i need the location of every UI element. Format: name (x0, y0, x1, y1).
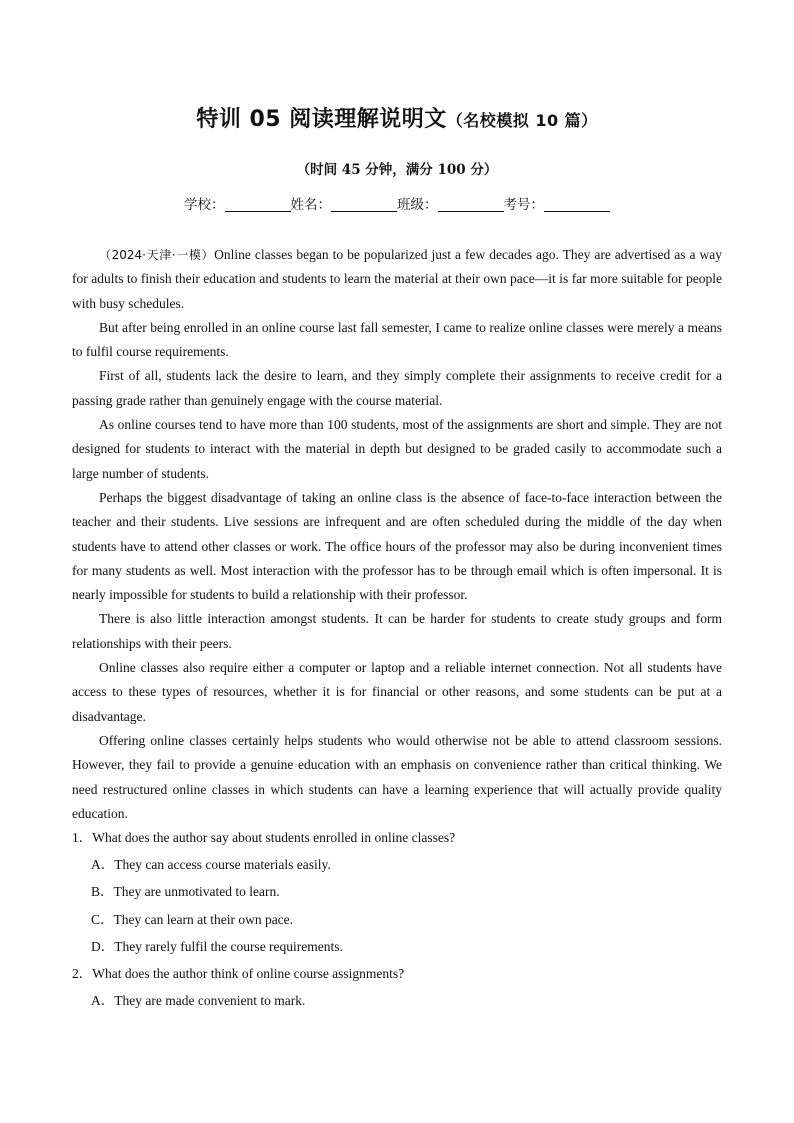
exam-number-blank[interactable] (544, 197, 610, 212)
answer-option[interactable]: A．They can access course materials easily. (91, 857, 331, 873)
answer-option[interactable]: D．They rarely fulfil the course requirements. (91, 938, 343, 954)
reading-passage (72, 243, 722, 826)
title-main: 特训 05 阅读理解说明文 (196, 107, 447, 132)
passage-paragraph: But after being enrolled in an online course last fall semester, I came to realize online classes were merely a means to fulfil course requirements. (72, 319, 722, 360)
title-suffix: （名校模拟 10 篇） (446, 111, 598, 130)
question-list (72, 826, 722, 1016)
school-field (184, 193, 291, 213)
exam-number-field (504, 193, 611, 213)
passage-paragraph: Offering online classes certainly helps students who would otherwise not be able to attend classroom sessions. However, they fail to provide a genuine education with an emphasis on convenience rather than critical thinking. We need restructured online classes in which students can have a learning experience that will actually provide quality education. (72, 732, 722, 821)
exam-time-info: （时间 45 分钟，满分 100 分） (296, 162, 498, 178)
passage-paragraph (72, 243, 722, 316)
name-blank[interactable] (331, 197, 397, 212)
passage-source: （2024·天津·一模） (99, 248, 215, 262)
answer-option[interactable]: C．They can learn at their own pace. (91, 911, 294, 927)
school-label: 学校： (184, 197, 225, 213)
paragraph-text: Online classes began to be popularized just a few decades ago. They are advertised as a way for adults to finish their education and students to learn the material at their own pace—it is far more suitable for people with busy schedules. (72, 247, 722, 311)
passage-paragraph: Perhaps the biggest disadvantage of taking an online class is the absence of face-to-face interaction between the teacher and their students. Live sessions are infrequent and are often scheduled during the middle of the day when students have to attend other classes or work. The office hours of the professor may also be during inconvenient times for many students as well. Most interaction with the professor has to be through email which is often impersonal. It is nearly impossible for students to build a relationship with their professor. (72, 489, 722, 603)
passage-paragraph: As online courses tend to have more than 100 students, most of the assignments are short and simple. They are not designed for students to interact with the material in depth but designed to be graded casily to accommodate such a large number of students. (72, 417, 722, 481)
passage-paragraph: There is also little interaction amongst students. It can be harder for students to create study groups and form relationships with their peers. (72, 611, 722, 651)
answer-option[interactable]: B．They are unmotivated to learn. (91, 884, 280, 900)
page-title (0, 102, 794, 133)
student-info-row (0, 193, 794, 213)
exam-number-label: 考号： (503, 197, 544, 213)
class-blank[interactable] (438, 197, 504, 212)
answer-option[interactable]: A．They are made convenient to mark. (91, 993, 306, 1009)
question-stem: 1．What does the author say about students enrolled in online classes? (72, 830, 456, 845)
name-label: 姓名： (290, 197, 331, 213)
passage-paragraph: First of all, students lack the desire to learn, and they simply complete their assignments to receive credit for a passing grade rather than genuinely engage with the course material. (72, 368, 722, 408)
passage-paragraph: Online classes also require either a computer or laptop and a reliable internet connection. Not all students have access to these types of resources, whether it is for financial or other reasons, and some students can be put at a disadvantage. (72, 660, 722, 724)
class-label: 班级： (397, 197, 438, 213)
class-field (397, 193, 504, 213)
school-blank[interactable] (225, 197, 291, 212)
question-stem: 2．What does the author think of online course assignments? (72, 965, 405, 981)
name-field (291, 193, 398, 213)
